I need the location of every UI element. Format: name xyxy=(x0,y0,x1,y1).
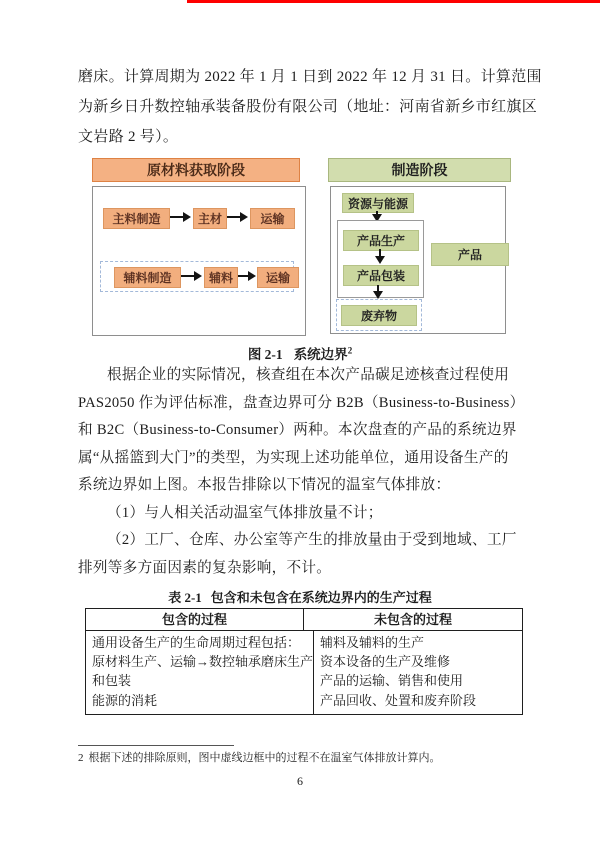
table-header-row xyxy=(86,609,522,631)
intro-paragraph xyxy=(78,62,542,152)
product-node: 产品 xyxy=(431,243,509,266)
exclusion-item-2: （2）工厂、仓库、办公室等产生的排放量由于受到地域、工厂 xyxy=(107,532,517,548)
excluded-line: 产品回收、处置和废弃阶段 xyxy=(320,692,477,708)
top-red-line xyxy=(187,0,600,3)
included-line: 原材料生产、运输→数控轴承磨床生产 xyxy=(92,654,314,670)
arrow-down-icon xyxy=(376,211,378,219)
footnote-separator xyxy=(78,745,234,746)
paragraph-line: 和 B2C（Business-to-Consumer）两种。本次盘查的产品的系统边界 xyxy=(78,422,517,438)
table-cell-included xyxy=(86,631,314,714)
transport-node: 运输 xyxy=(250,208,295,229)
included-line: 和包装 xyxy=(92,673,132,689)
page-number: 6 xyxy=(297,774,303,788)
excluded-line: 产品的运输、销售和使用 xyxy=(320,673,464,689)
transport-node: 运输 xyxy=(257,267,299,288)
raw-material-stage-box xyxy=(92,186,306,336)
arrow-right-icon xyxy=(238,275,254,277)
included-line: 能源的消耗 xyxy=(92,692,158,708)
main-material-production-node: 主料制造 xyxy=(103,208,170,229)
resources-energy-node: 资源与能源 xyxy=(342,193,414,213)
product-packaging-node: 产品包装 xyxy=(343,265,419,286)
table-title xyxy=(0,587,600,606)
paragraph-line: 排列等多方面因素的复杂影响，不计。 xyxy=(78,559,332,576)
excluded-aux-material-dashed-box xyxy=(100,261,294,292)
aux-material-node: 辅料 xyxy=(204,267,238,288)
paragraph-line: 文岩路 2 号）。 xyxy=(78,129,179,145)
excluded-waste-dashed-box xyxy=(336,299,422,331)
excluded-line: 资本设备的生产及维修 xyxy=(320,654,451,670)
table-title-label: 表 2-1 xyxy=(168,590,202,605)
figure-caption-title: 系统边界 xyxy=(293,347,348,362)
arrow-right-icon xyxy=(170,216,189,218)
excluded-line: 辅料及辅料的生产 xyxy=(320,635,425,650)
main-material-node: 主材 xyxy=(193,208,227,229)
footnote-text: 根据下述的排除原则，图中虚线边框中的过程不在温室气体排放计算内。 xyxy=(88,752,441,764)
table-header-included: 包含的过程 xyxy=(86,609,304,630)
aux-material-production-node: 辅料制造 xyxy=(114,267,181,288)
arrow-down-icon xyxy=(379,249,381,261)
included-excluded-table xyxy=(85,608,523,715)
paragraph-line: PAS2050 作为评估标准，盘查边界可分 B2B（Business-to-Business） xyxy=(78,394,525,411)
paragraph-line: 属“从摇篮到大门”的类型，为实现上述功能单位，通用设备生产的 xyxy=(78,449,509,466)
arrow-right-icon xyxy=(227,216,246,218)
footnote xyxy=(78,750,538,766)
system-boundary-figure xyxy=(78,157,512,337)
production-group-box xyxy=(337,220,424,298)
arrow-right-icon xyxy=(181,275,200,277)
exclusion-item-1: （1）与人相关活动温室气体排放量不计； xyxy=(107,504,383,521)
table-body-row xyxy=(86,631,522,714)
footnote-marker: 2 xyxy=(78,752,84,764)
paragraph-line: 磨床。计算周期为 2022 年 1 月 1 日到 2022 年 12 月 31 日。计算范围 xyxy=(78,69,542,85)
raw-material-stage-header: 原材料获取阶段 xyxy=(92,158,300,182)
paragraph-line: 为新乡日升数控轴承装备股份有限公司（地址：河南省新乡市红旗区 xyxy=(78,99,538,115)
paragraph-line: 系统边界如上图。本报告排除以下情况的温室气体排放： xyxy=(78,477,451,493)
arrow-down-icon xyxy=(377,285,379,296)
included-line: 通用设备生产的生命周期过程包括： xyxy=(92,635,301,650)
waste-node: 废弃物 xyxy=(341,305,417,326)
table-title-text: 包含和未包含在系统边界内的生产过程 xyxy=(210,590,432,605)
figure-caption-footnote-ref: 2 xyxy=(347,345,353,356)
manufacturing-stage-box xyxy=(330,186,506,334)
paragraph-line: 根据企业的实际情况，核查组在本次产品碳足迹核查过程使用 xyxy=(107,367,510,383)
figure-caption-label: 图 2-1 xyxy=(247,347,283,362)
product-production-node: 产品生产 xyxy=(343,230,419,251)
table-cell-excluded xyxy=(314,631,522,714)
table-header-excluded: 未包含的过程 xyxy=(373,612,452,627)
body-paragraph xyxy=(78,362,525,582)
figure-caption xyxy=(0,343,600,363)
manufacturing-stage-header: 制造阶段 xyxy=(328,158,511,182)
